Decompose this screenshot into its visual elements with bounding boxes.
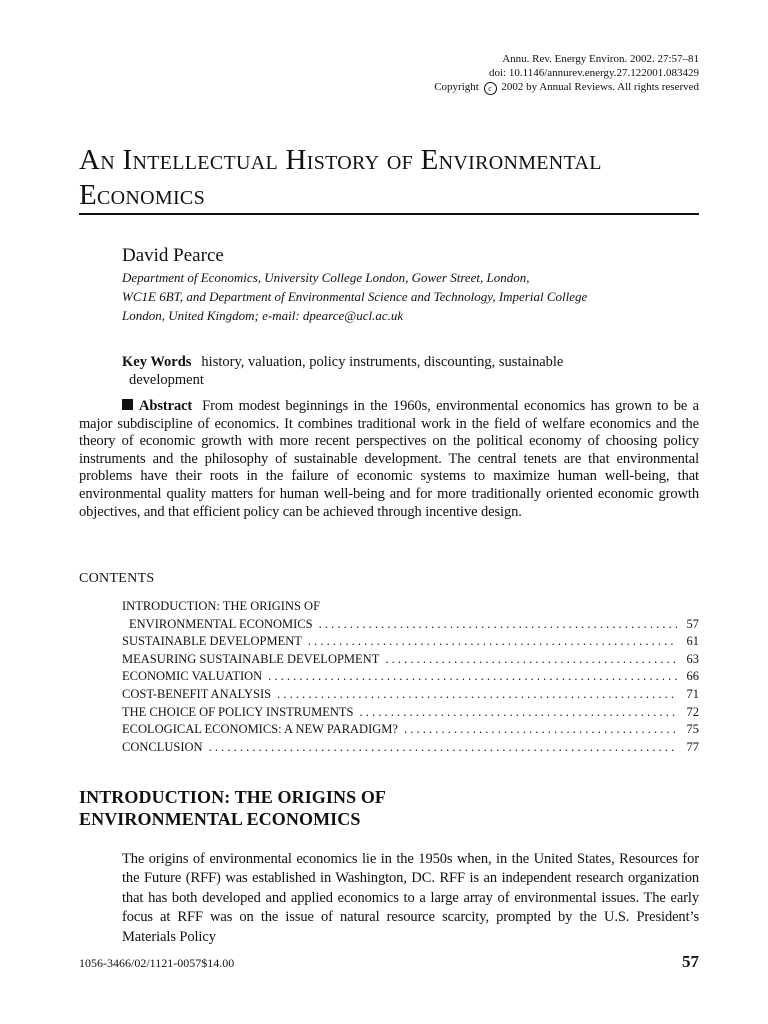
table-of-contents [122,598,699,756]
title-line-2: Economics [79,179,205,211]
toc-entry-page: 57 [686,616,699,631]
toc-entry[interactable] [122,651,699,669]
toc-entry[interactable] [122,668,699,686]
title-line-1: An Intellectual History of Environmental [79,144,602,176]
toc-leader [209,739,677,757]
contents-heading: CONTENTS [79,571,155,586]
toc-entry-title: ECONOMIC VALUATION [122,669,263,684]
toc-entry[interactable] [122,704,699,722]
toc-entry-title: THE CHOICE OF POLICY INSTRUMENTS [122,704,354,719]
abstract-block [79,398,699,521]
toc-entry-title: MEASURING SUSTAINABLE DEVELOPMENT [122,651,380,666]
toc-entry-page: 61 [686,634,699,649]
toc-entry-title: COST-BENEFIT ANALYSIS [122,686,272,701]
body-paragraph: The origins of environmental economics lie in the 1950s when, in the United States, Resources for the Future (RFF) was established in Washington, DC. RFF is an independent research organization that has both developed and applied economics to a large array of environmental issues. The early focus at RFF was on the issue of natural resource scarcity, prompted by the U.S. President’s Materials Policy [122,851,699,945]
toc-leader [268,668,677,686]
affiliation-line-3: London, United Kingdom; e-mail: dpearce@ucl.ac.uk [122,308,404,323]
journal-citation: Annu. Rev. Energy Environ. 2002. 27:57–81 [502,53,699,65]
keywords-text-2: development [129,372,204,388]
toc-entry-title: ECOLOGICAL ECONOMICS: A NEW PARADIGM? [122,722,398,737]
toc-entry-page: 77 [686,739,699,754]
toc-entry[interactable] [122,633,699,651]
toc-entry[interactable] [122,721,699,739]
toc-entry[interactable] [122,686,699,704]
toc-entry[interactable] [122,616,699,634]
copyright-symbol-icon: c [484,82,497,95]
affiliation-line-1: Department of Economics, University College London, Gower Street, London, [122,270,530,285]
copyright-line [434,80,699,95]
keywords-text-1: history, valuation, policy instruments, discounting, sustainable [201,354,564,370]
footer-code: 1056-3466/02/1121-0057$14.00 [79,956,235,970]
toc-leader [385,651,677,669]
abstract-label: Abstract [139,398,193,414]
section-heading-line-1: INTRODUCTION: THE ORIGINS OF [79,787,387,807]
toc-entry-title: SUSTAINABLE DEVELOPMENT [122,634,302,649]
page-number: 57 [682,952,699,971]
toc-leader [319,616,677,634]
copyright-prefix: Copyright [434,81,479,93]
toc-entry[interactable] [122,739,699,757]
section-heading-line-2: ENVIRONMENTAL ECONOMICS [79,809,361,829]
toc-entry-title: CONCLUSION [122,739,203,754]
toc-entry-page: 66 [686,669,699,684]
toc-leader [308,633,677,651]
keywords-block [122,353,699,389]
affiliation-line-2: WC1E 6BT, and Department of Environmental Science and Technology, Imperial College [122,289,588,304]
toc-entry-title: INTRODUCTION: THE ORIGINS OF [122,599,321,613]
toc-entry-page: 71 [686,686,699,701]
toc-leader [360,704,678,722]
doi-line: doi: 10.1146/annurev.energy.27.122001.083429 [489,67,699,79]
copyright-rest: 2002 by Annual Reviews. All rights reserved [501,81,699,93]
title-rule [79,213,699,215]
author-affiliation [122,268,702,325]
toc-entry[interactable] [122,598,699,616]
toc-entry-page: 72 [686,704,699,719]
article-title [79,143,699,213]
toc-leader [404,721,677,739]
keywords-label: Key Words [122,354,192,370]
toc-entry-title: ENVIRONMENTAL ECONOMICS [129,616,313,631]
toc-entry-page: 63 [686,651,699,666]
author-name: David Pearce [122,245,224,266]
toc-leader [277,686,677,704]
toc-entry-page: 75 [686,722,699,737]
section-heading [79,786,386,830]
abstract-text: From modest beginnings in the 1960s, environmental economics has grown to be a major subdiscipline of economics. It combines traditional work in the field of welfare economics and the theory of economic growth with more recent perspectives on the political economy of choosing policy instruments and the philosophy of sustainable development. The central tenets are that environmental problems have their roots in the failure of economic systems to maximize human well-being, that environmental quality matters for human well-being and for more traditionally oriented economic growth objectives, and that efficient policy can be achieved through incentive design. [79,398,699,520]
square-bullet-icon [122,399,133,410]
